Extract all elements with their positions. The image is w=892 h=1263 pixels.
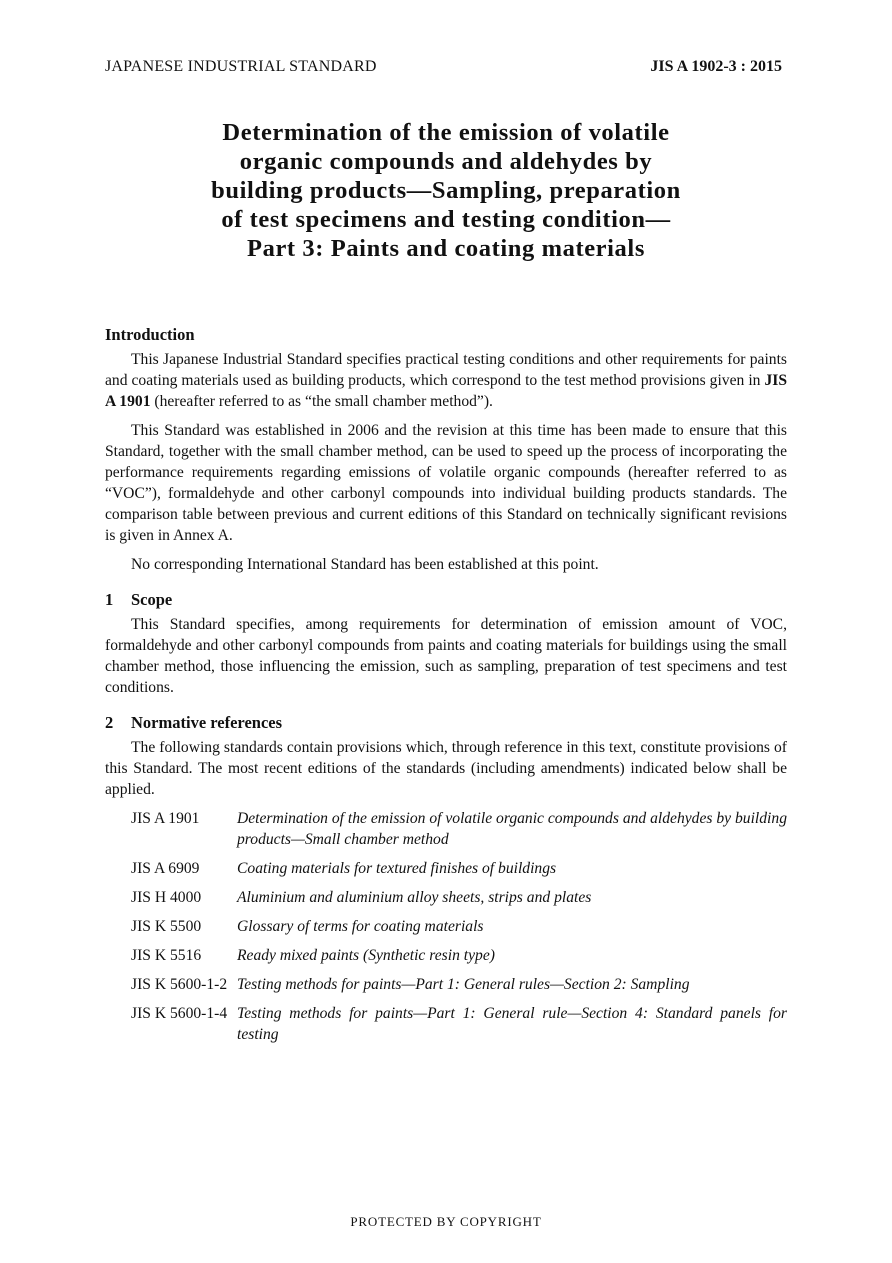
document-title (120, 118, 772, 263)
reference-code: JIS A 6909 (131, 860, 200, 877)
reference-title: Testing methods for paints—Part 1: General rule—Section 4: Standard panels for testing (237, 1005, 787, 1043)
title-line: organic compounds and aldehydes by (239, 148, 653, 175)
title-line: of test specimens and testing condition— (221, 206, 671, 233)
reference-code: JIS K 5600-1-2 (131, 976, 228, 993)
section-title: Normative references (131, 713, 283, 732)
scope-heading (105, 589, 787, 611)
normative-references-heading (105, 712, 787, 734)
introduction-paragraph: This Standard was established in 2006 and the revision at this time has been made to ensure that this Standard, together with the small chamber method, can be used to speed up the process of incorporating the performance requirements regarding emissions of volatile organic compounds (hereafter referred to as “VOC”), formaldehyde and other carbonyl compounds into individual building products standards. The comparison table between previous and current editions of this Standard on technically significant revisions is given in Annex A. (105, 422, 787, 544)
reference-title: Glossary of terms for coating materials (237, 918, 484, 935)
header-standard-label: JAPANESE INDUSTRIAL STANDARD (105, 58, 377, 75)
intro-text: This Japanese Industrial Standard specifies practical testing conditions and other requirements for paints and coating materials used as building products, which correspond to the test method provisions given in (105, 351, 787, 389)
intro-text: (hereafter referred to as “the small chamber method”). (150, 393, 493, 410)
reference-title: Aluminium and aluminium alloy sheets, strips and plates (237, 889, 592, 906)
title-line: Determination of the emission of volatile (222, 119, 670, 146)
reference-item (105, 1003, 787, 1045)
reference-list (105, 808, 787, 1045)
intro-bold-reference: JIS A 1901 (105, 372, 787, 410)
reference-item (105, 974, 787, 995)
reference-title: Testing methods for paints—Part 1: General rules—Section 2: Sampling (237, 976, 690, 993)
title-line: building products—Sampling, preparation (211, 177, 681, 204)
reference-item (105, 916, 787, 937)
normative-references-paragraph: The following standards contain provisions which, through reference in this text, constitute provisions of this Standard. The most recent editions of the standards (including amendments) indicated below shall be applied. (105, 739, 787, 798)
introduction-section (105, 324, 787, 575)
section-number: 1 (105, 590, 114, 609)
reference-code: JIS A 1901 (131, 810, 200, 827)
reference-item (105, 858, 787, 879)
reference-code: JIS H 4000 (131, 889, 202, 906)
reference-item (105, 887, 787, 908)
header-standard-number: JIS A 1902-3 : 2015 (650, 58, 782, 75)
reference-item (105, 945, 787, 966)
section-title: Scope (131, 590, 173, 609)
introduction-paragraph (105, 349, 787, 412)
reference-title: Coating materials for textured finishes of buildings (237, 860, 557, 877)
reference-title: Determination of the emission of volatile organic compounds and aldehydes by building products—Small chamber method (237, 810, 787, 848)
section-number: 2 (105, 713, 114, 732)
scope-section (105, 589, 787, 698)
introduction-paragraph: No corresponding International Standard has been established at this point. (131, 556, 599, 573)
reference-item (105, 808, 787, 850)
reference-code: JIS K 5500 (131, 918, 202, 935)
document-body (105, 324, 787, 1053)
introduction-heading: Introduction (105, 325, 195, 344)
reference-code: JIS K 5600-1-4 (131, 1005, 228, 1022)
normative-references-section (105, 712, 787, 1045)
copyright-footer: PROTECTED BY COPYRIGHT (350, 1214, 542, 1229)
title-line: Part 3: Paints and coating materials (247, 235, 645, 262)
scope-paragraph: This Standard specifies, among requirements for determination of emission amount of VOC, formaldehyde and other carbonyl compounds from paints and coating materials for buildings using the small chamber method, those influencing the emission, such as sampling, preparation of test specimens and test conditions. (105, 616, 787, 696)
reference-code: JIS K 5516 (131, 947, 202, 964)
reference-title: Ready mixed paints (Synthetic resin type) (237, 947, 495, 964)
